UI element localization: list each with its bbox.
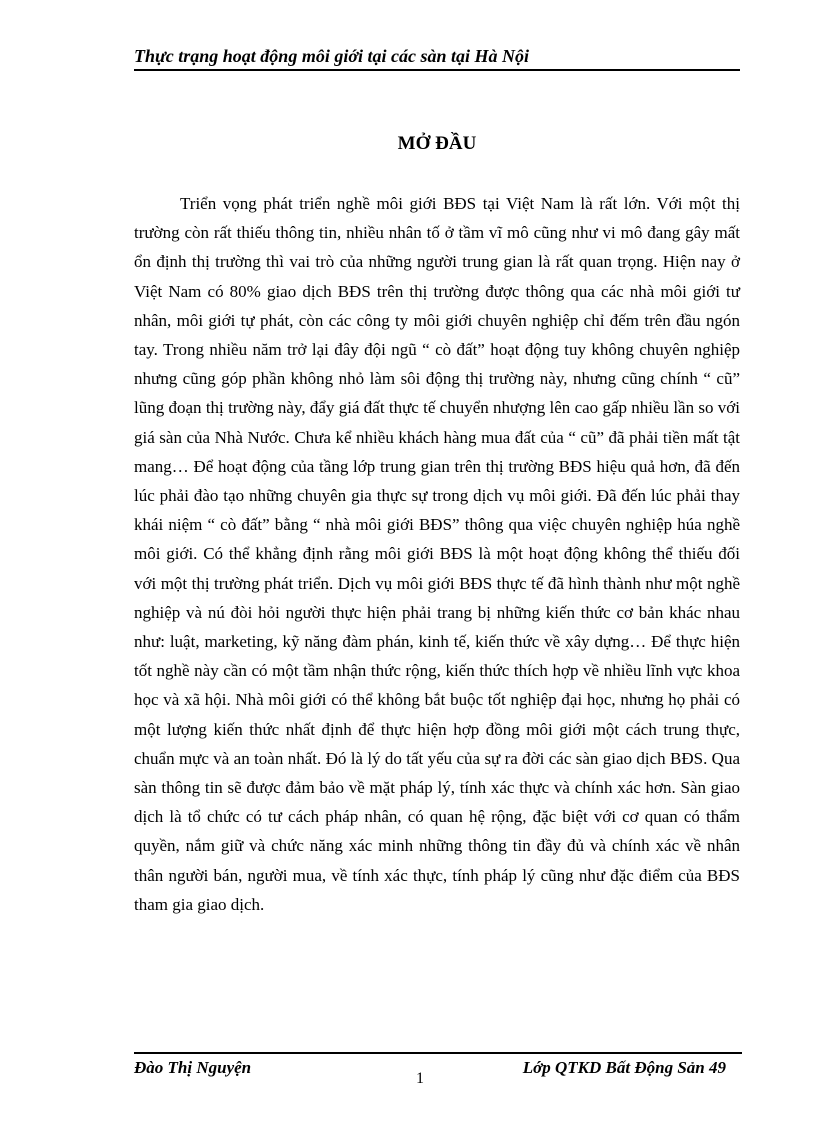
footer-author: Đào Thị Nguyện (134, 1058, 252, 1077)
running-header: Thực trạng hoạt động môi giới tại các sàn tại Hà Nội (134, 44, 740, 71)
body-paragraph: Triển vọng phát triển nghề môi giới BĐS tại Việt Nam là rất lớn. Với một thị trường còn rất thiếu thông tin, nhiều nhân tố ở tầm vĩ mô cũng như vi mô đang gây mất ổn định thị trường thì vai trò của những người trung gian là rất quan trọng. Hiện nay ở Việt Nam có 80% giao dịch BĐS trên thị trường được thông qua các nhà môi giới tư nhân, môi giới tự phát, còn các công ty môi giới chuyên nghiệp chỉ đếm trên đầu ngón tay. Trong nhiều năm trở lại đây đội ngũ “ cò đất” hoạt động tuy không chuyên nghiệp nhưng cũng góp phần không nhỏ làm sôi động thị trường này, nhưng cũng chính “ cũ” lũng đoạn thị trường này, đẩy giá đất thực tế chuyển nhượng lên cao gấp nhiều lần so với giá sàn của Nhà Nước. Chưa kể nhiều khách hàng mua đất của “ cũ” đã phải tiền mất tật mang… Để hoạt động của tầng lớp trung gian trên thị trường BĐS hiệu quả hơn, đã đến lúc phải đào tạo những chuyên gia thực sự trong dịch vụ môi giới. Đã đến lúc phải thay khái niệm “ cò đất” bằng “ nhà môi giới BĐS” thông qua việc chuyên nghiệp húa nghề môi giới. Có thể khẳng định rằng môi giới BĐS là một hoạt động không thể thiếu đối với một thị trường phát triển. Dịch vụ môi giới BĐS thực tế đã hình thành như một nghề nghiệp và nú đòi hỏi người thực hiện phải trang bị những kiến thức cơ bản khác nhau như: luật, marketing, kỹ năng đàm phán, kinh tế, kiến thức về xây dựng… Để thực hiện tốt nghề này cần có một tầm nhận thức rộng, kiến thức thích hợp về nhiều lĩnh vực khoa học và xã hội. Nhà môi giới có thể không bắt buộc tốt nghiệp đại học, nhưng họ phải có một lượng kiến thức nhất định để thực hiện hợp đồng môi giới một cách trung thực, chuẩn mực và an toàn nhất. Đó là lý do tất yếu của sự ra đời các sàn giao dịch BĐS. Qua sàn thông tin sẽ được đảm bảo về mặt pháp lý, tính xác thực và chính xác hơn. Sàn giao dịch là tổ chức có tư cách pháp nhân, có quan hệ rộng, đặc biệt với cơ quan có thẩm quyền, nắm giữ và chức năng xác minh những thông tin đầy đủ và chính xác về nhân thân người bán, người mua, về tính xác thực, tính pháp lý cũng như đặc điểm của BĐS tham gia giao dịch. (134, 194, 740, 914)
page-title: MỞ ĐẦU (397, 133, 477, 154)
page-number: 1 (416, 1070, 424, 1087)
footer-class-name: Lớp QTKD Bất Động Sản 49 (522, 1058, 726, 1077)
footer-divider (134, 1052, 742, 1054)
